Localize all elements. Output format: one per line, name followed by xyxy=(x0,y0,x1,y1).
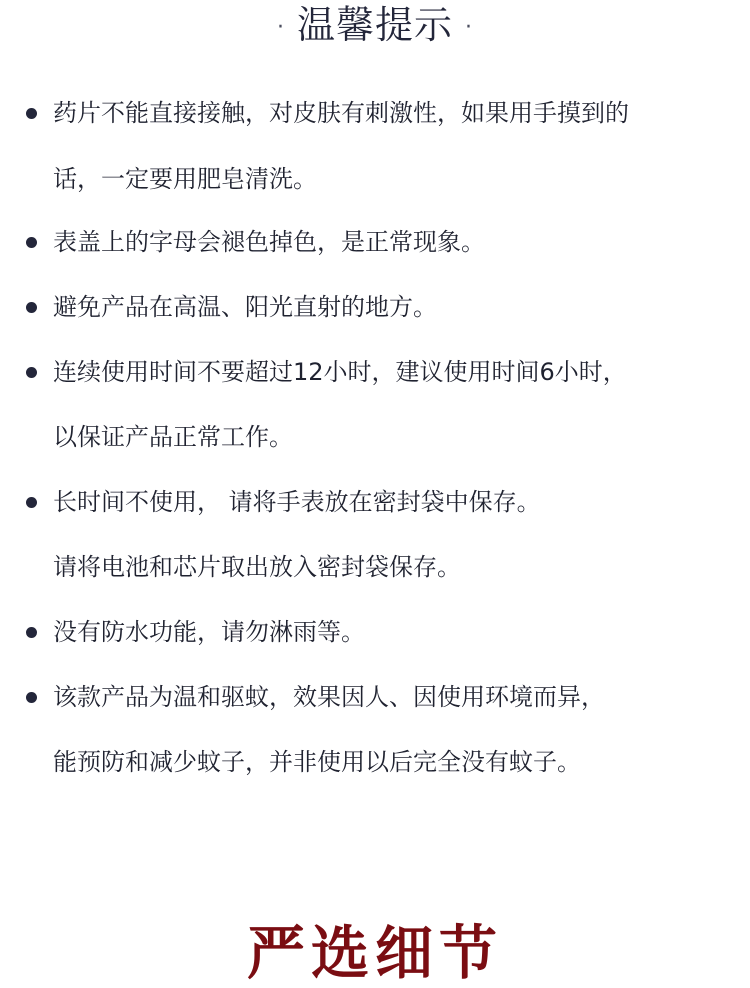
bullet-icon xyxy=(26,692,37,703)
tip-4-line-2: 以保证产品正常工作。 xyxy=(53,423,293,451)
bullet-icon xyxy=(26,302,37,313)
tip-7-line-2: 能预防和减少蚊子，并非使用以后完全没有蚊子。 xyxy=(53,748,581,776)
title-dot-left: · xyxy=(276,14,285,40)
tip-6-line-1: 没有防水功能，请勿淋雨等。 xyxy=(53,618,365,646)
section-heading: 严选细节 xyxy=(246,919,503,987)
bullet-icon xyxy=(26,627,37,638)
tip-7-line-1: 该款产品为温和驱蚊，效果因人、因使用环境而异， xyxy=(53,683,605,711)
bullet-icon xyxy=(26,367,37,378)
tip-1-line-2: 话，一定要用肥皂清洗。 xyxy=(53,165,317,193)
bullet-icon xyxy=(26,237,37,248)
tip-5-line-2: 请将电池和芯片取出放入密封袋保存。 xyxy=(53,553,461,581)
bullet-icon xyxy=(26,497,37,508)
bullet-icon xyxy=(26,108,37,119)
tip-2-line-1: 表盖上的字母会褪色掉色，是正常现象。 xyxy=(53,228,485,256)
title-text: 温馨提示 xyxy=(296,3,453,47)
tip-3-line-1: 避免产品在高温、阳光直射的地方。 xyxy=(53,293,437,321)
tip-5-line-1: 长时间不使用， 请将手表放在密封袋中保存。 xyxy=(53,488,541,516)
title-dot-right: · xyxy=(465,14,473,40)
tip-1-line-1: 药片不能直接接触，对皮肤有刺激性，如果用手摸到的 xyxy=(53,99,629,127)
page-title xyxy=(0,0,750,53)
tip-4-line-1: 连续使用时间不要超过12小时，建议使用时间6小时， xyxy=(53,358,627,386)
